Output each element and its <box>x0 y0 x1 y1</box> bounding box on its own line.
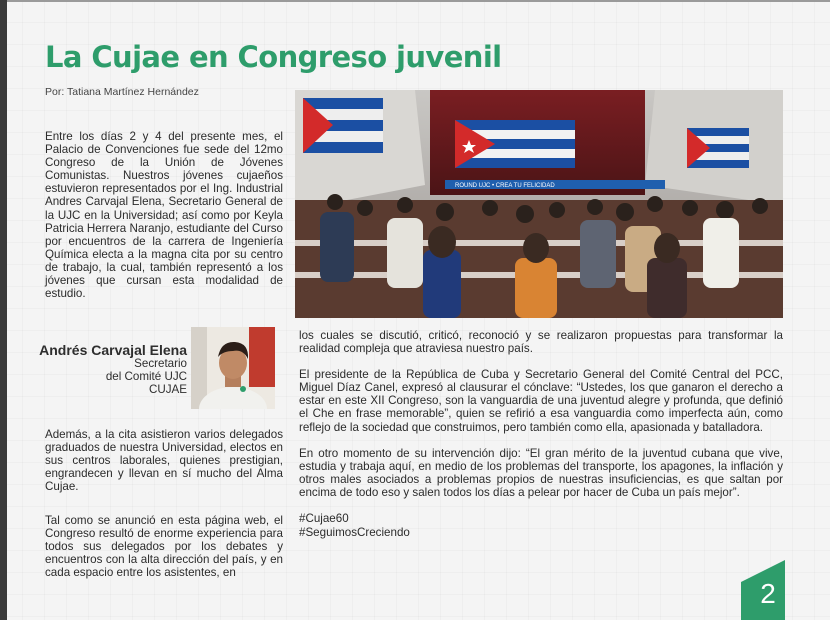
profile-role <box>60 357 187 396</box>
hashtag-list <box>299 512 783 540</box>
article-byline: Por: Tatiana Martínez Hernández <box>45 86 199 98</box>
profile-name: Andrés Carvajal Elena <box>39 342 187 358</box>
article-intro: Entre los días 2 y 4 del presente mes, el Palacio de Convenciones fue sede del 12mo Congreso de la Unión de Jóvenes Comunistas. Nuestros jóvenes cujaeños estuvieron representados por el Ing. Industrial Andres Carvajal Elena, Secretario General de la UJC en la Universidad; así como por Keyla Patricia Herrera Naranjo, estudiante del Curso por encuentros de la carrera de Ingeniería Química electa a la magna cita por su centro de trabajo, la cual, también representó a los jóvenes que cursan esta modalidad de estudio. <box>45 130 283 301</box>
article-paragraph-quote: En otro momento de su intervención dijo: “El gran mérito de la juventud cubana que vive, estudia y trabaja aquí, en medio de los problemas del transporte, los apagones, la inflación y otros males asociados a problemas propios de nuestras insuficiencias, es que saltan por encima de todo eso y salen todos los días a pelear por hacer de Cuba un país mejor”. <box>299 446 783 499</box>
congress-photo <box>295 90 783 318</box>
profile-role-line: CUJAE <box>148 383 187 396</box>
article-paragraph-president: El presidente de la República de Cuba y Secretario General del Comité Central del PCC, Miguel Díaz Canel, expresó al clausurar el cónclave: “Ustedes, los que ganaron el derecho a estar en este XII Congreso, son la vanguardia de una juventud alegre y profunda, que definió el Che en frase memorable”, quien se refirió a esa vanguardia como imperfecta aún, como reflejo de la sociedad que construimos, pero también como ella, apasionada y batalladora. <box>299 368 783 434</box>
profile-role-line: Secretario <box>134 357 187 370</box>
page-spine <box>0 0 7 620</box>
top-rule <box>7 0 830 2</box>
article-title: La Cujae en Congreso juvenil <box>45 40 502 74</box>
cuba-flag-center <box>455 120 575 168</box>
cuba-flag-left-screen <box>303 98 383 153</box>
profile-photo <box>191 327 275 409</box>
article-paragraph-delegates: Además, a la cita asistieron varios delegados graduados de nuestra Universidad, electos en sus centros laborales, quienes prestigian, engrandecen y llevan en sí mucho del Alma Cujae. <box>45 428 283 494</box>
article-paragraph-experience: Tal como se anunció en esta página web, el Congreso resultó de enorme experiencia para todos sus delegados por los debates y encuentros con la alta dirección del país, y en cada espacio entre los asistentes, en <box>45 514 283 580</box>
person-portrait <box>191 327 275 409</box>
cuba-flag-right-screen <box>687 128 749 168</box>
profile-role-line: del Comité UJC <box>105 370 187 383</box>
congress-hall-illustration <box>295 90 783 318</box>
hashtag: #Cujae60 <box>299 512 349 526</box>
stage-banner-text: ROUND UJC • CREA TU FELICIDAD <box>455 183 555 189</box>
article-right-column <box>299 329 783 540</box>
article-paragraph-continuation: los cuales se discutió, criticó, reconoció y se realizaron propuestas para transformar la realidad compleja que atraviesa nuestro país. <box>299 329 783 356</box>
page-number: 2 <box>760 578 776 609</box>
hashtag: #SeguimosCreciendo <box>299 526 410 540</box>
